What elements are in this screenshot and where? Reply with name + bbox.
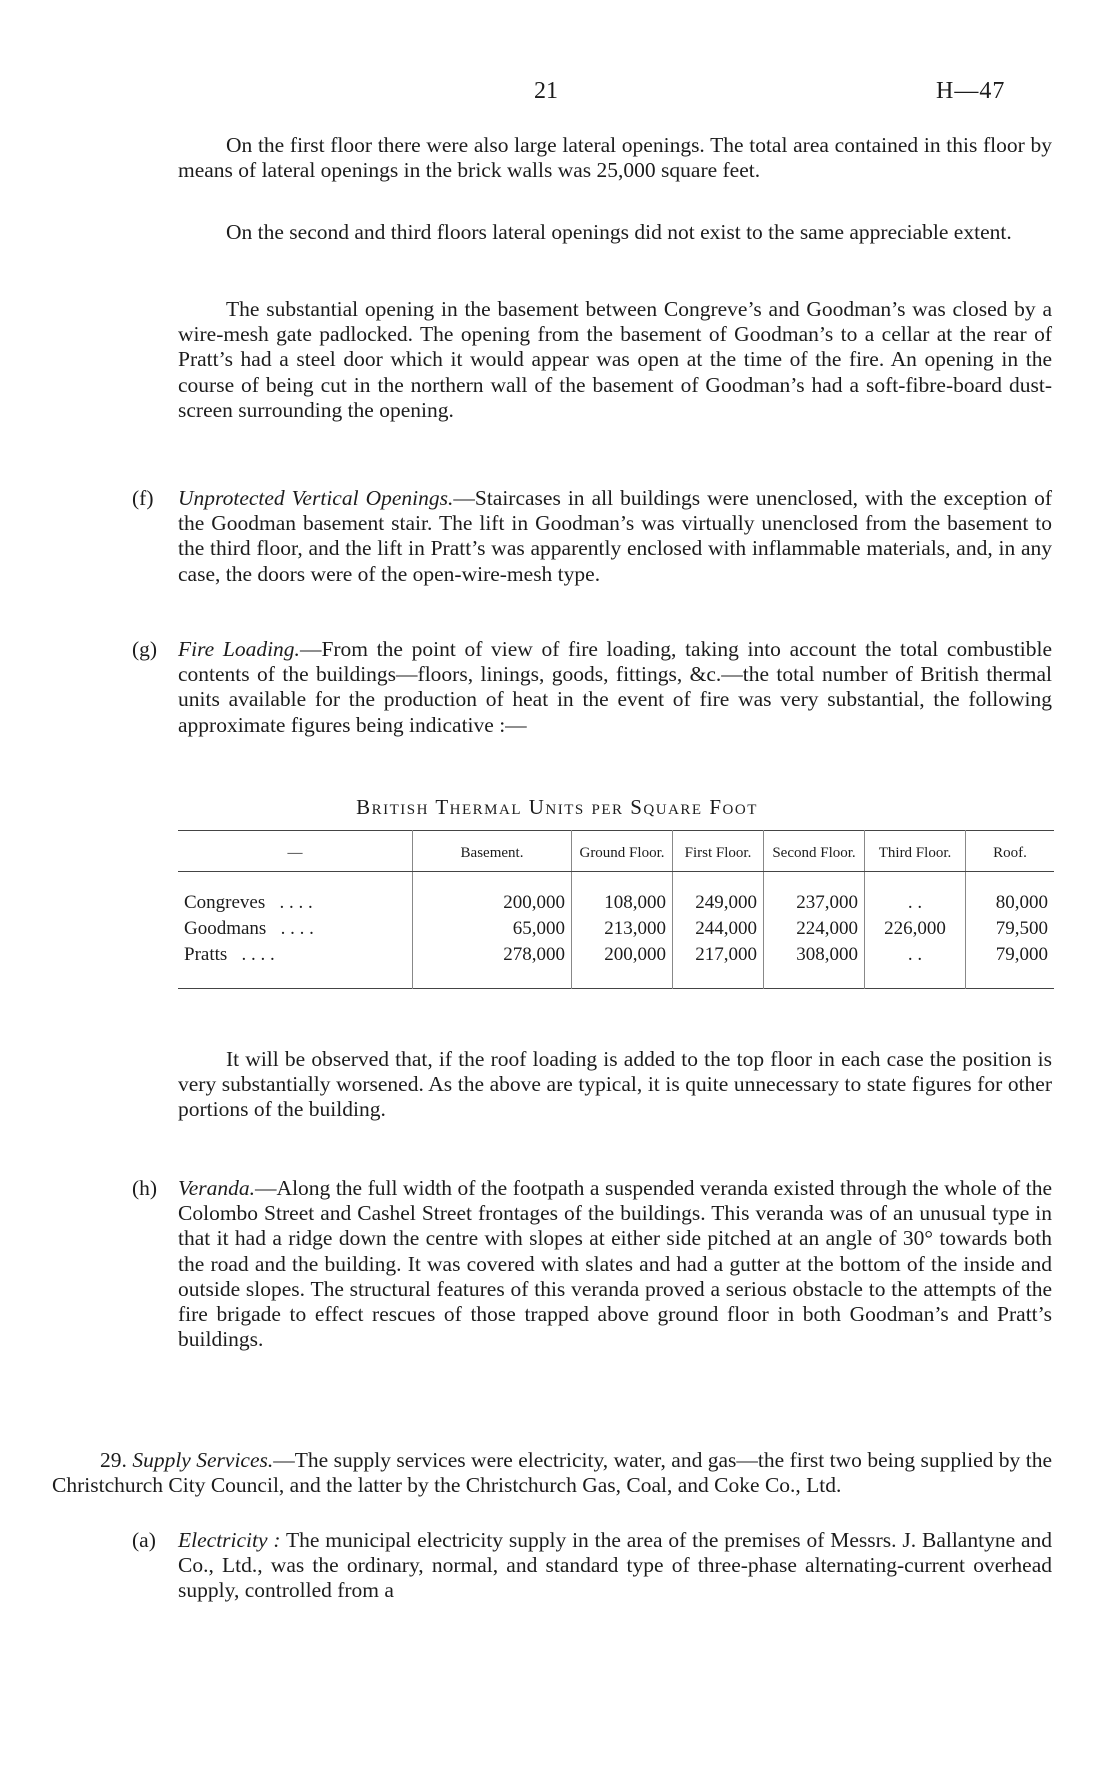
row-name: Goodmans — [184, 918, 267, 939]
leader-dots: . . . . — [280, 918, 314, 939]
item-f-heading: Unprotected Vertical Openings. — [178, 486, 454, 510]
table-title: British Thermal Units per Square Foot — [356, 795, 758, 819]
item-h-heading: Veranda. — [178, 1176, 256, 1200]
column-header: Ground Floor. — [572, 831, 673, 872]
row-name: Pratts — [184, 944, 228, 965]
cell-value: 237,000 — [764, 872, 865, 917]
leader-dots: . . . . — [241, 944, 275, 965]
cell-value: 224,000 — [764, 916, 865, 942]
item-a-heading: Electricity : — [178, 1528, 281, 1552]
item-h-veranda — [132, 1176, 1052, 1352]
paragraph-basement-openings: The substantial opening in the basement between Congreve’s and Goodman’s was closed by a wire-mesh gate padlocked. The opening from the basement of Goodman’s to a cellar at the rear of Pratt’s had a steel door which it would appear was open at the time of the fire. An opening in the course of being cut in the northern wall of the basement of Goodman’s had a soft-fibre-board dust-screen surrounding the opening. — [178, 297, 1052, 422]
cell-value: 79,500 — [966, 916, 1055, 942]
btu-table — [178, 830, 1054, 989]
leader-dots: . . . . — [279, 892, 313, 913]
cell-value: 244,000 — [673, 916, 764, 942]
item-f-text: —Staircases in all buildings were unenclosed, with the exception of the Goodman basement stair. The lift in Goodman’s was virtually unenclosed from the basement to the third floor, and the lift in Pratt’s was apparently enclosed with inflammable materials, and, in any case, the doors were of the open-wire-mesh type. — [178, 486, 1053, 586]
table-row — [178, 942, 1054, 989]
cell-value: 278,000 — [413, 942, 572, 989]
section-heading: Supply Services. — [132, 1448, 274, 1472]
section-29-supply-services — [52, 1448, 1052, 1498]
cell-value: 200,000 — [413, 872, 572, 917]
cell-value: 249,000 — [673, 872, 764, 917]
column-header: Second Floor. — [764, 831, 865, 872]
table-header-row — [178, 831, 1054, 872]
item-h-text: —Along the full width of the footpath a suspended veranda existed through the whole of the Colombo Street and Cashel Street frontages of the buildings. This veranda was of an unusual type in that it had a ridge down the centre with slopes at either side pitched at an angle of 30° towards both the road and the building. It was covered with slates and had a gutter at the bottom of the inside and outside slopes. The structural features of this veranda proved a serious obstacle to the attempts of the fire brigade to effect rescues of those trapped above ground floor in both Goodman’s and Pratt’s buildings. — [178, 1176, 1052, 1352]
item-a-text: The municipal electricity supply in the area of the premises of Messrs. J. Ballantyne and Co., Ltd., was the ordinary, normal, and standard type of three-phase alternating-current overhead supply, controlled from a — [178, 1528, 1052, 1603]
table-row — [178, 916, 1054, 942]
item-g-fire-loading — [132, 637, 1052, 738]
cell-value: 213,000 — [572, 916, 673, 942]
cell-value: 308,000 — [764, 942, 865, 989]
cell-value: 79,000 — [966, 942, 1055, 989]
cell-value: 80,000 — [966, 872, 1055, 917]
section-number: 29. — [100, 1448, 127, 1472]
column-header: Roof. — [966, 831, 1055, 872]
row-name: Congreves — [184, 892, 266, 913]
column-header: Third Floor. — [865, 831, 966, 872]
table-corner: — — [178, 831, 413, 872]
item-h-marker: (h) — [132, 1176, 158, 1200]
cell-value: . . — [865, 872, 966, 917]
cell-value: 65,000 — [413, 916, 572, 942]
item-g-text: —From the point of view of fire loading, taking into account the total combustible contents of the buildings—floors, linings, goods, fittings, &c.—the total number of British thermal units available for the production of heat in the event of fire was very substantial, the following approximate figures being indicative :— — [178, 637, 1052, 737]
cell-value: 217,000 — [673, 942, 764, 989]
item-a-marker: (a) — [132, 1528, 156, 1552]
column-header: First Floor. — [673, 831, 764, 872]
cell-value: 200,000 — [572, 942, 673, 989]
column-header: Basement. — [413, 831, 572, 872]
paragraph-roof-loading: It will be observed that, if the roof loading is added to the top floor in each case the position is very substantially worsened. As the above are typical, it is quite unnecessary to state figures for other portions of the building. — [178, 1047, 1052, 1122]
paragraph-first-floor: On the first floor there were also large lateral openings. The total area contained in this floor by means of lateral openings in the brick walls was 25,000 square feet. — [178, 133, 1052, 183]
cell-value: 226,000 — [865, 916, 966, 942]
item-g-marker: (g) — [132, 637, 158, 661]
item-f-unprotected-vertical-openings — [132, 486, 1053, 587]
cell-value: . . — [865, 942, 966, 989]
item-a-electricity — [132, 1528, 1052, 1604]
section-text: —The supply services were electricity, water, and gas—the first two being supplied by the Christchurch City Council, and the latter by the Christchurch Gas, Coal, and Coke Co., Ltd. — [52, 1448, 1052, 1498]
cell-value: 108,000 — [572, 872, 673, 917]
item-g-heading: Fire Loading. — [178, 637, 300, 661]
page-number: 21 — [534, 78, 558, 104]
page-reference: H—47 — [936, 78, 1006, 104]
item-f-marker: (f) — [132, 486, 154, 510]
table-row — [178, 872, 1054, 917]
paragraph-second-third-floors: On the second and third floors lateral openings did not exist to the same appreciable extent. — [226, 220, 1012, 244]
